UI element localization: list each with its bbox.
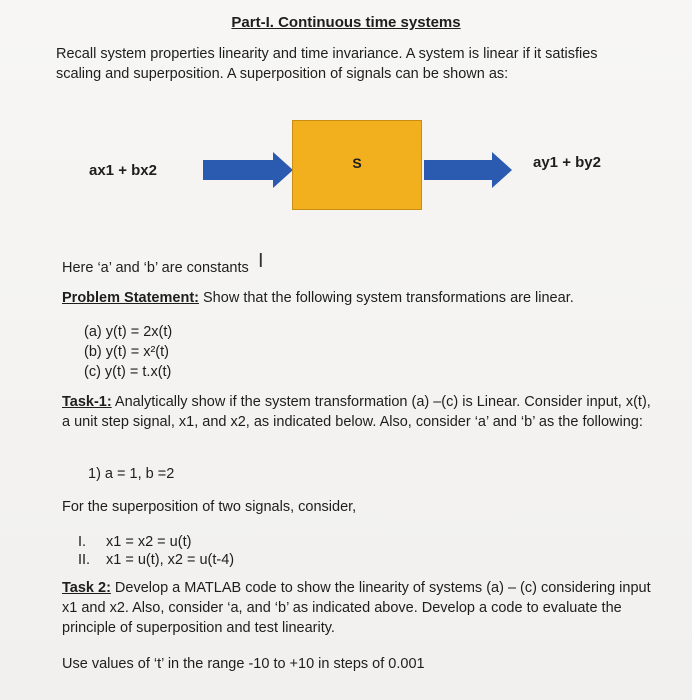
task1-label: Task-1: (62, 394, 112, 410)
problem-item-a: (a) y(t) = 2x(t) (84, 324, 173, 340)
signal-list-item (78, 532, 191, 552)
section-title: Part-I. Continuous time systems (231, 14, 461, 31)
input-arrow (203, 148, 293, 192)
task1-text: Analytically show if the system transformation (a) –(c) is Linear. Consider input, x(t), a unit step signal, x1, and x2, as indicated below. Also, consider ‘a’ and ‘b’ as the following: (62, 394, 651, 430)
problem-text: Show that the following system transformations are linear. (198, 290, 574, 306)
task2-text: Develop a MATLAB code to show the linearity of systems (a) – (c) considering input x1 and x2. Also, consider ‘a, and ‘b’ as indicated above. Develop a code to evaluate the principle of superposition and test linearity. (62, 580, 651, 636)
task2-paragraph (62, 578, 652, 638)
range-note: Use values of ‘t’ in the range -10 to +10 in steps of 0.001 (62, 656, 425, 672)
task1-paragraph (62, 392, 652, 432)
diagram-output-label: ay1 + by2 (533, 154, 601, 171)
problem-label: Problem Statement: (62, 290, 199, 306)
diagram-input-label: ax1 + bx2 (89, 162, 157, 179)
problem-item-b: (b) y(t) = x²(t) (84, 344, 169, 360)
text-cursor-icon: I (258, 250, 264, 272)
problem-statement (62, 288, 662, 308)
signal-text: x1 = u(t), x2 = u(t-4) (106, 552, 235, 568)
intro-paragraph: Recall system properties linearity and time invariance. A system is linear if it satisfies scaling and superposition. A superposition of signals can be shown as: (56, 46, 598, 82)
superposition-intro: For the superposition of two signals, consider, (62, 499, 357, 515)
task2-label: Task 2: (62, 580, 111, 596)
signal-text: x1 = x2 = u(t) (106, 534, 192, 550)
output-arrow (424, 148, 512, 192)
superposition-diagram (0, 120, 692, 215)
system-label: S (352, 155, 362, 171)
signal-list-item (78, 550, 234, 570)
system-block (292, 120, 422, 210)
signal-num: I. (78, 534, 87, 550)
problem-item-c: (c) y(t) = t.x(t) (84, 364, 172, 380)
constants-note: Here ‘a’ and ‘b’ are constants (62, 260, 249, 276)
signal-num: II. (78, 552, 91, 568)
task1-case: 1) a = 1, b =2 (88, 466, 175, 482)
